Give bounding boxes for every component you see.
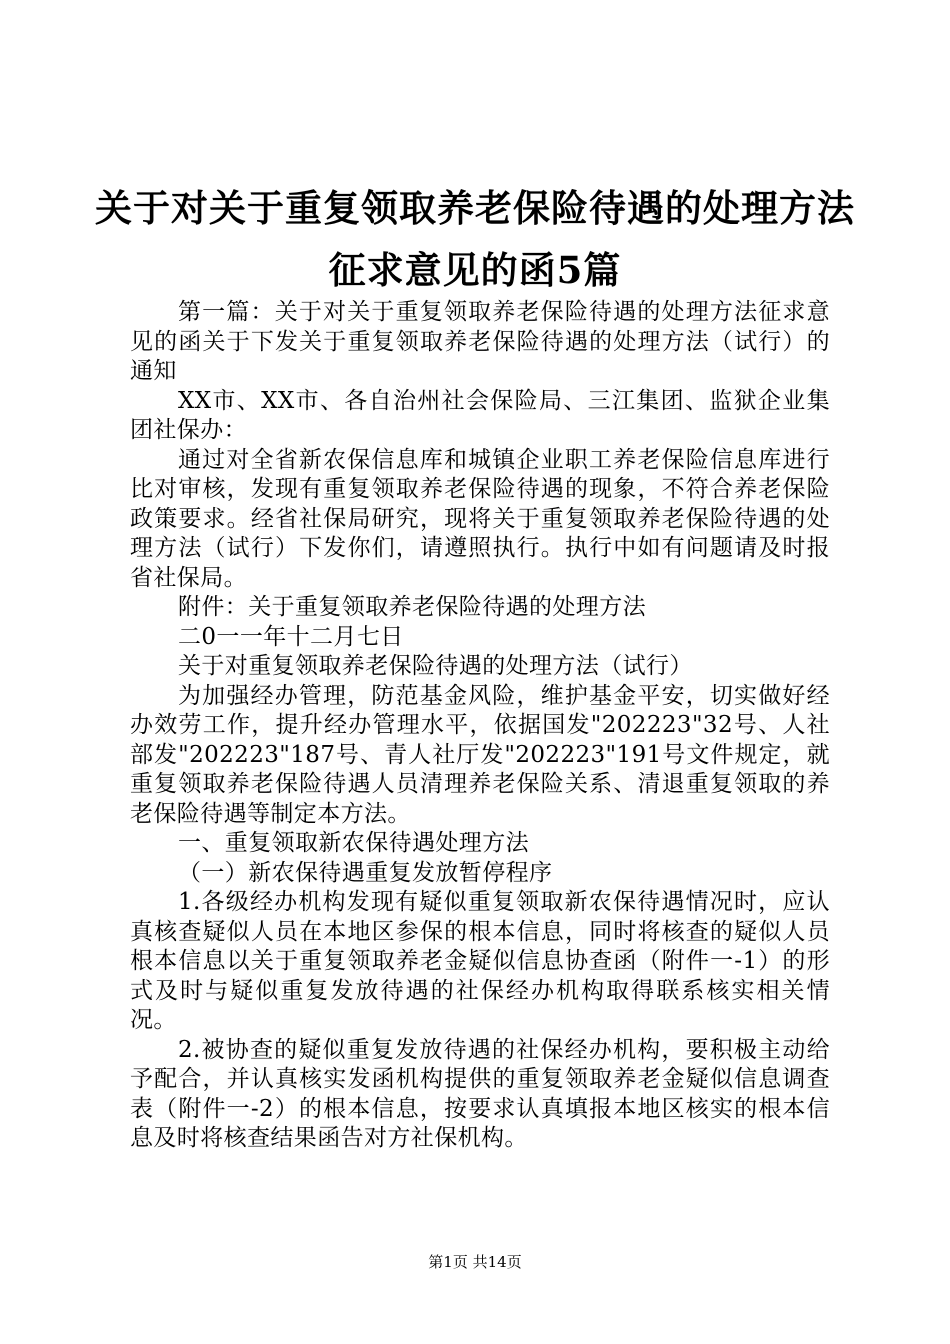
section-heading: 一、重复领取新农保待遇处理方法	[178, 830, 529, 856]
subsection-heading: （一）新农保待遇重复发放暂停程序	[178, 859, 553, 886]
paragraph: 2.被协查的疑似重复发放待遇的社保经办机构，要积极主动给予配合，并认真核实发函机构提供的重复领取养老金疑似信息调查表（附件一-2）的根本信息，按要求认真填报本地区核实的根本信息及时将核查结果函告对方社保机构。	[130, 1036, 830, 1151]
paragraph: 通过对全省新农保信息库和城镇企业职工养老保险信息库进行比对审核，发现有重复领取养老保险待遇的现象，不符合养老保险政策要求。经省社保局研究，现将关于重复领取养老保险待遇的处理方法（试行）下发你们，请遵照执行。执行中如有问题请及时报省社保局。	[130, 446, 830, 591]
paragraph: 第一篇：关于对关于重复领取养老保险待遇的处理方法征求意见的函关于下发关于重复领取养老保险待遇的处理方法（试行）的通知	[130, 299, 830, 384]
document-title-line-2: 征求意见的函5篇	[328, 248, 622, 292]
paragraph: 为加强经办管理，防范基金风险，维护基金平安，切实做好经办效劳工作，提升经办管理水平，依据国发"202223"32号、人社部发"202223"187号、青人社厅发"202223"191号文件规定，就重复领取养老保险待遇人员清理养老保险关系、清退重复领取的养老保险待遇等制定本方法。	[130, 682, 830, 827]
paragraph: 1.各级经办机构发现有疑似重复领取新农保待遇情况时，应认真核查疑似人员在本地区参保的根本信息，同时将核查的疑似人员根本信息以关于重复领取养老金疑似信息协查函（附件一-1）的形式及时与疑似重复发放待遇的社保经办机构取得联系核实相关情况。	[130, 889, 830, 1033]
document-title-line-1: 关于对关于重复领取养老保险待遇的处理方法	[95, 186, 855, 230]
paragraph: XX市、XX市、各自治州社会保险局、三江集团、监狱企业集团社保办：	[130, 387, 830, 443]
page-footer: 第1页 共14页	[428, 1253, 522, 1271]
paragraph: 关于对重复领取养老保险待遇的处理方法（试行）	[178, 653, 693, 679]
document-body	[130, 298, 830, 1154]
paragraph: 二0一一年十二月七日	[178, 623, 404, 650]
paragraph: 附件：关于重复领取养老保险待遇的处理方法	[178, 594, 646, 620]
